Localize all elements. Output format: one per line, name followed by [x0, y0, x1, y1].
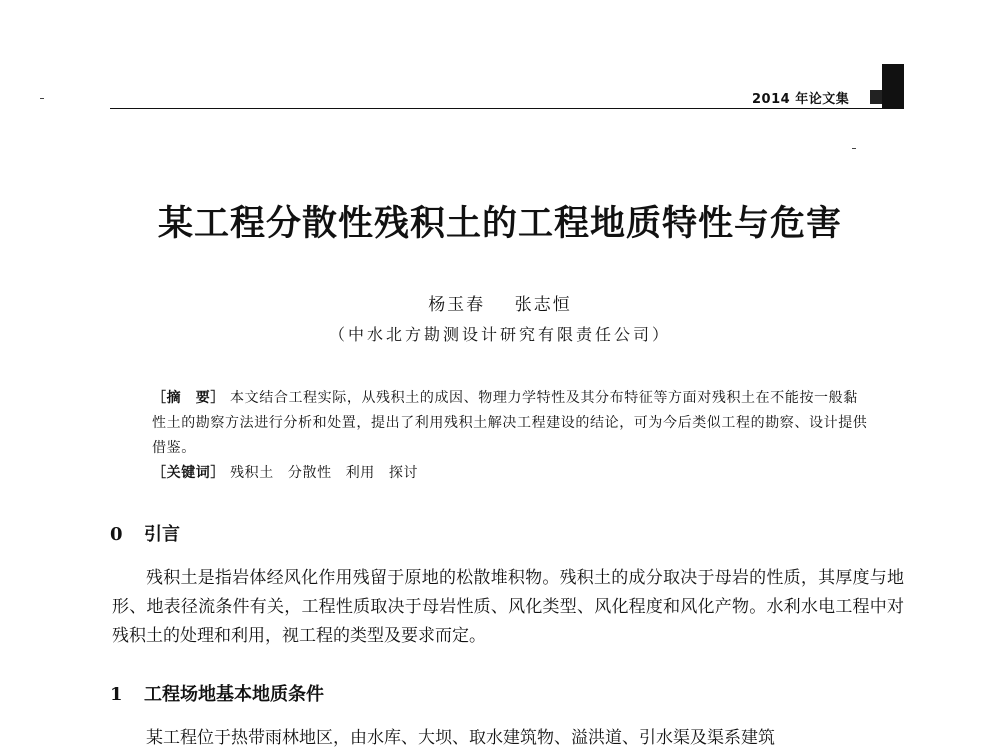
- page-corner-block: [882, 64, 904, 108]
- abstract-text: 本文结合工程实际，从残积土的成因、物理力学特性及其分布特征等方面对残积土在不能按一般黏性土的勘察方法进行分析和处置，提出了利用残积土解决工程建设的结论，可为今后类似工程的勘察、设计提供借鉴。: [152, 390, 868, 456]
- header-rule: [110, 108, 904, 109]
- section-number: 0: [110, 524, 123, 545]
- section-title: 工程场地基本地质条件: [144, 684, 324, 705]
- abstract-label: ［摘 要］: [152, 390, 225, 406]
- section-title: 引言: [144, 524, 180, 545]
- keyword: 探讨: [388, 465, 419, 481]
- keywords-line: [152, 461, 868, 486]
- running-head: 2014 年论文集: [752, 92, 850, 107]
- section-paragraph: 某工程位于热带雨林地区，由水库、大坝、取水建筑物、溢洪道、引水渠及渠系建筑: [146, 728, 775, 748]
- abstract-paragraph: [152, 386, 868, 461]
- paper-authors: 杨玉春 张志恒: [428, 295, 572, 315]
- abstract-block: [152, 386, 868, 486]
- section-heading: [110, 680, 324, 706]
- keyword: 残积土: [230, 465, 274, 481]
- paper-affiliation: （中水北方勘测设计研究有限责任公司）: [328, 325, 671, 344]
- keyword: 利用: [345, 465, 375, 481]
- keyword: 分散性: [287, 465, 332, 481]
- section-number: 1: [110, 684, 123, 705]
- scan-speck: [40, 98, 44, 99]
- page-corner-mark: [870, 90, 882, 104]
- section-paragraph: 残积土是指岩体经风化作用残留于原地的松散堆积物。残积土的成分取决于母岩的性质，其厚度与地形、地表径流条件有关，工程性质取决于母岩性质、风化类型、风化程度和风化产物。水利水电工程中对残积土的处理和利用，视工程的类型及要求而定。: [112, 568, 904, 646]
- keywords-label: ［关键词］: [152, 465, 225, 481]
- paper-title: 某工程分散性残积土的工程地质特性与危害: [157, 203, 842, 244]
- section-heading: [110, 520, 180, 546]
- scan-speck: [852, 148, 856, 149]
